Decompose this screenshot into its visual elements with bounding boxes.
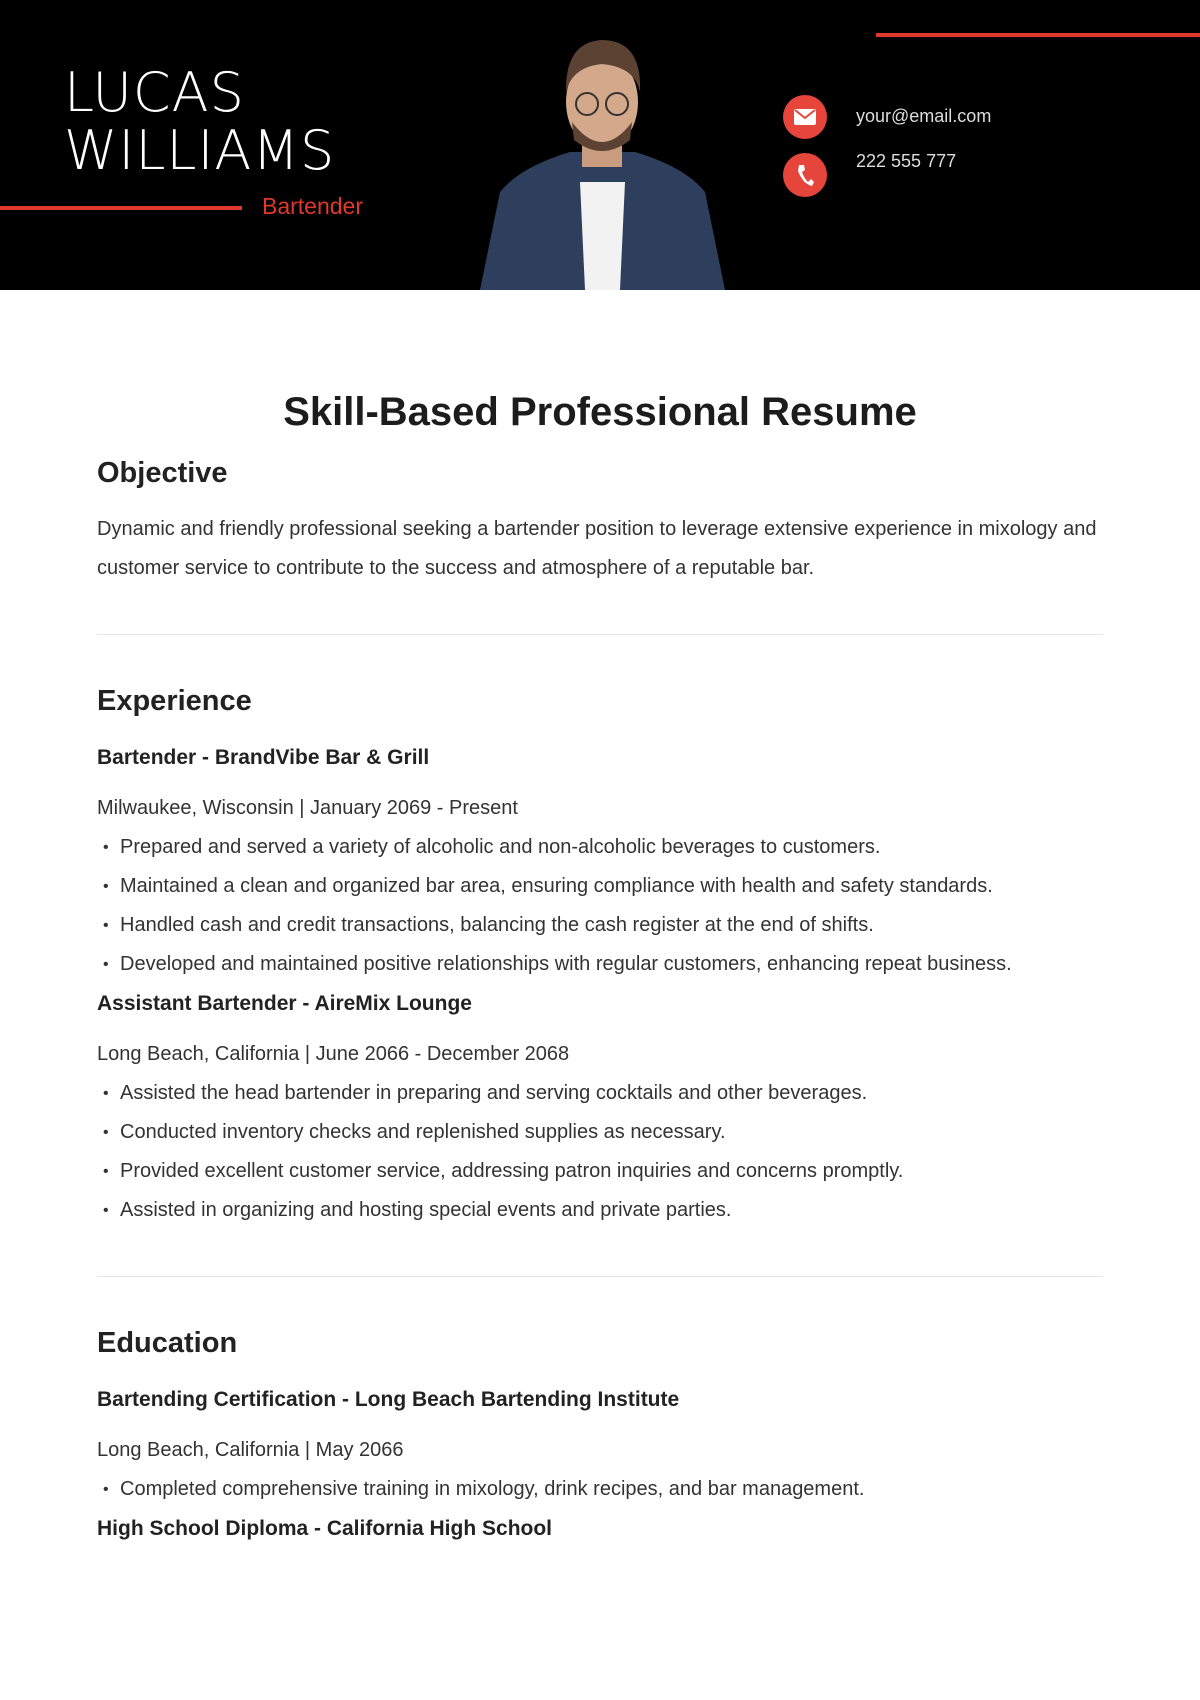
phone-icon <box>783 153 827 197</box>
section-heading: Education <box>97 1327 238 1359</box>
list-item: • Developed and maintained positive relationships with regular customers, enhancing repeat business. <box>97 945 1103 984</box>
education-meta: Long Beach, California | May 2066 <box>97 1439 404 1461</box>
section-heading: Experience <box>97 685 252 717</box>
email-text[interactable]: your@email.com <box>856 106 992 126</box>
list-item: • Maintained a clean and organized bar area, ensuring compliance with health and safety standards. <box>97 867 1103 906</box>
job-role: Bartender <box>262 193 364 219</box>
divider <box>97 1276 1103 1277</box>
list-item: • Completed comprehensive training in mixology, drink recipes, and bar management. <box>97 1470 1103 1509</box>
list-item: • Provided excellent customer service, addressing patron inquiries and concerns promptly. <box>97 1152 1103 1191</box>
resume-body <box>97 390 1103 1560</box>
job-title: Bartender - BrandVibe Bar & Grill <box>97 746 430 769</box>
document-title: Skill-Based Professional Resume <box>283 390 917 434</box>
job-meta: Long Beach, California | June 2066 - December 2068 <box>97 1043 570 1065</box>
education-title: High School Diploma - California High School <box>97 1517 553 1540</box>
resume-header <box>0 0 1200 290</box>
list-item: • Assisted the head bartender in preparing and serving cocktails and other beverages. <box>97 1074 1103 1113</box>
list-item: • Conducted inventory checks and replenished supplies as necessary. <box>97 1113 1103 1152</box>
accent-line-top <box>876 33 1200 37</box>
email-icon <box>783 95 827 139</box>
accent-line-left <box>0 206 242 210</box>
job-entry <box>97 984 1103 1230</box>
profile-photo <box>470 22 735 290</box>
education-title: Bartending Certification - Long Beach Bartending Institute <box>97 1388 680 1411</box>
phone-text[interactable]: 222 555 777 <box>856 151 957 171</box>
last-name: WILLIAMS <box>64 119 336 182</box>
candidate-name <box>64 61 336 182</box>
job-title: Assistant Bartender - AireMix Lounge <box>97 992 472 1015</box>
section-heading: Objective <box>97 457 228 489</box>
divider <box>97 634 1103 635</box>
job-meta: Milwaukee, Wisconsin | January 2069 - Present <box>97 797 518 819</box>
objective-text: Dynamic and friendly professional seeking a bartender position to leverage extensive experience in mixology and customer service to contribute to the success and atmosphere of a reputable bar. <box>97 518 1097 579</box>
list-item: • Handled cash and credit transactions, balancing the cash register at the end of shifts. <box>97 906 1103 945</box>
first-name: LUCAS <box>64 61 245 124</box>
list-item: • Prepared and served a variety of alcoholic and non-alcoholic beverages to customers. <box>97 828 1103 867</box>
job-entry <box>97 738 1103 984</box>
education-section <box>97 1327 1103 1548</box>
experience-section <box>97 685 1103 1230</box>
objective-section <box>97 457 1103 588</box>
list-item: • Assisted in organizing and hosting special events and private parties. <box>97 1191 1103 1230</box>
